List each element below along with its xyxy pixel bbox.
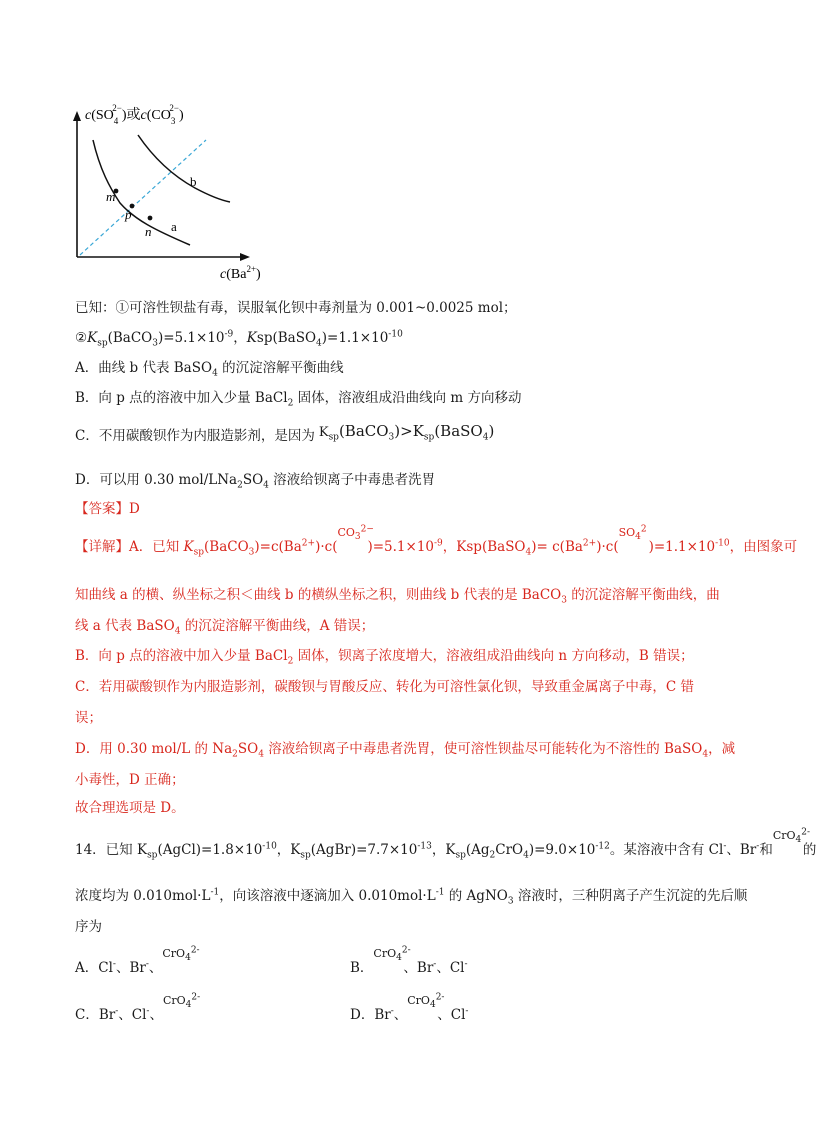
solubility-figure: [60, 95, 290, 285]
explanation-line-8: 小毒性，D 正确；: [75, 772, 185, 788]
x-axis-label: $c(Ba^{2+})$: [220, 264, 261, 282]
y-axis-label: $c(SO_42-)$或$c(CO_32-)$: [85, 103, 184, 126]
explanation-line-5: C．若用碳酸钡作为内服造影剂，碳酸钡与胃酸反应、转化为可溶性氯化钡，导致重金属离子中毒，C 错: [75, 679, 694, 695]
carbonate-ion: $CO_3^{2-}$: [337, 524, 374, 543]
q14-option-a: A．Cl-、Br-、 CrO$_4^{2-}$: [75, 945, 200, 976]
explanation-line-9: 故合理选项是 D。: [75, 800, 185, 816]
explanation-line-6: 误；: [75, 710, 102, 726]
sulfate-ion: $SO_4^2$: [618, 524, 647, 543]
explanation-line-3: 线 a 代表 BaSO$_4$ 的沉淀溶解平衡曲线，A 错误；: [75, 618, 375, 637]
point-n-label: n: [145, 224, 152, 239]
point-p-label: p: [125, 207, 132, 222]
curve-a-label: a: [171, 219, 177, 234]
q13-answer: 【答案】D: [75, 501, 140, 517]
point-m-label: m: [106, 189, 116, 204]
point-n-dot: [148, 216, 153, 221]
q14-option-b: B． CrO$_4^{2-}$ 、Br-、Cl-: [350, 945, 468, 976]
q14-stem-line-3: 序为: [75, 919, 102, 935]
explanation-line-7: D．用 0.30 mol/L 的 $Na_2SO_4$ 溶液给钡离子中毒患者洗胃，使可溶性钡盐尽可能转化为不溶性的 BaSO$_4$，减: [75, 741, 736, 760]
curve-b-label: b: [190, 174, 197, 189]
diagonal-dashed-line: [80, 140, 206, 255]
q13-option-a: A．曲线 b 代表 BaSO$_4$ 的沉淀溶解平衡曲线: [75, 360, 344, 379]
known-line-2: $②K_{sp}(BaCO_3)=5.1\times 10^{-9}$，$Ksp(BaSO_4)=1.1\times 10^{-10}$: [75, 329, 403, 349]
q13-option-c: C．不用碳酸钡作为内服造影剂，是因为 $K_{sp}(BaCO_3)>K_{sp}(BaSO_4)$: [75, 422, 495, 444]
explanation-line-1: 【详解】A．已知 $K_{sp}(BaCO_3)=c(Ba^{2+})\cdot c$( $CO_3^{2-}$ )$=5.1\times 10^{-9}$，Ksp(BaSO$_4$)= $c(Ba^{2+})\cdot c$( $SO_4^2$ )$=1.1\times 10^{-10}$，由图象可: [75, 524, 798, 558]
known-line-1: 已知：①可溶性钡盐有毒，误服氧化钡中毒剂量为 0.001~0.0025 mol；: [75, 300, 517, 316]
q13-option-b: B．向 p 点的溶液中加入少量 BaCl$_2$ 固体，溶液组成沿曲线向 m 方向移动: [75, 390, 522, 409]
q14-stem-line-2: 浓度均为 $0.010mol\cdot L^{-1}$，向该溶液中逐滴加入 $0.010mol\cdot L^{-1}$ 的 AgNO$_3$ 溶液时，三种阴离子产生沉淀的先后顺: [75, 887, 748, 907]
y-axis-arrow: [73, 111, 81, 121]
explanation-line-4: B．向 p 点的溶液中加入少量 BaCl$_2$ 固体，钡离子浓度增大，溶液组成沿曲线向 n 方向移动，B 错误；: [75, 648, 694, 667]
q14-option-c: C．Br-、Cl-、 CrO$_4^{2-}$: [75, 992, 201, 1023]
explanation-line-2: 知曲线 a 的横、纵坐标之积＜曲线 b 的横纵坐标之积，则曲线 b 代表的是 BaCO$_3$ 的沉淀溶解平衡曲线，曲: [75, 587, 720, 606]
x-axis-arrow: [240, 253, 250, 261]
q13-option-d: D．可以用 0.30 mol/$LNa_2SO_4$ 溶液给钡离子中毒患者洗胃: [75, 472, 436, 491]
q14-stem-line-1: 14．已知 $K_{sp}(AgCl)=1.8\times 10^{-10}$，$K_{sp}(AgBr)=7.7\times 10^{-13}$，$K_{sp}(Ag_2CrO_4)=9.0\times 10^{-12}$。某溶液中含有 Cl-、Br-和 CrO$_4^{2-}$ 的: [75, 827, 816, 861]
chromate-ion: CrO$_4^{2-}$: [772, 827, 811, 846]
ksp-comparison: $K_{sp}(BaCO_3)>K_{sp}(BaSO_4)$: [318, 422, 495, 443]
curve-b: [138, 135, 230, 202]
q14-option-d: D．Br-、 CrO$_4^{2-}$ 、Cl-: [350, 992, 469, 1023]
